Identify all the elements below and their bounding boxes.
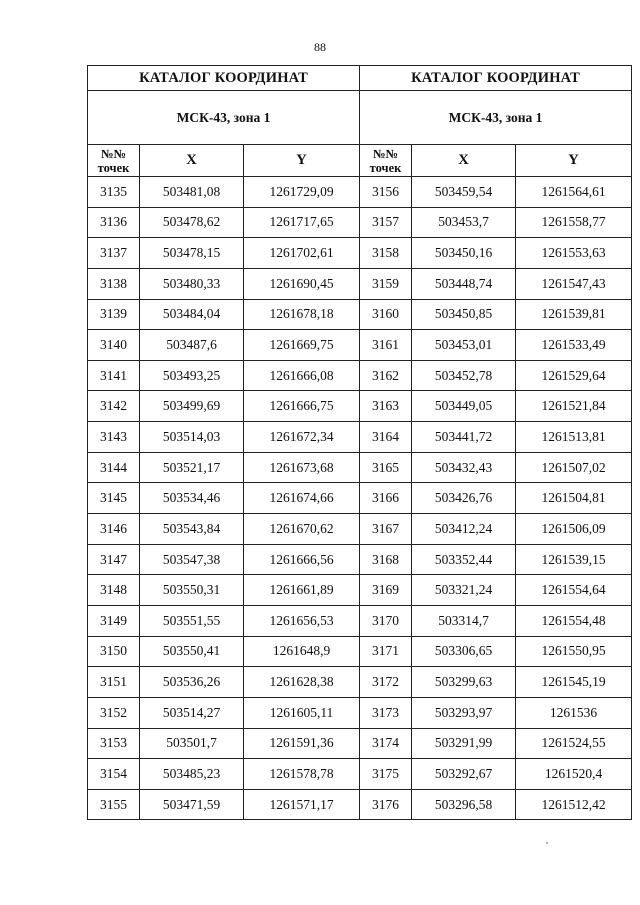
- point-number-cell: 3167: [360, 514, 412, 545]
- x-column-header: X: [412, 145, 516, 177]
- point-number-cell: 3162: [360, 360, 412, 391]
- point-number-cell: 3176: [360, 789, 412, 820]
- x-coordinate-cell: 503534,46: [140, 483, 244, 514]
- table-row: [88, 636, 360, 667]
- table-row: [360, 514, 632, 545]
- table-row: [360, 605, 632, 636]
- y-coordinate-cell: 1261553,63: [516, 238, 632, 269]
- y-coordinate-cell: 1261591,36: [244, 728, 360, 759]
- table-row: [360, 177, 632, 208]
- point-number-cell: 3164: [360, 422, 412, 453]
- y-coordinate-cell: 1261504,81: [516, 483, 632, 514]
- x-coordinate-cell: 503480,33: [140, 268, 244, 299]
- point-number-cell: 3155: [88, 789, 140, 820]
- table-row: [88, 452, 360, 483]
- x-coordinate-cell: 503550,41: [140, 636, 244, 667]
- point-number-header: №№ точек: [360, 145, 412, 177]
- point-number-cell: 3142: [88, 391, 140, 422]
- table-row: [360, 422, 632, 453]
- x-coordinate-cell: 503484,04: [140, 299, 244, 330]
- table-row: [88, 238, 360, 269]
- table-row: [88, 667, 360, 698]
- point-number-cell: 3148: [88, 575, 140, 606]
- table-row: [360, 299, 632, 330]
- y-column-header: Y: [516, 145, 632, 177]
- table-row: [360, 759, 632, 790]
- x-coordinate-cell: 503321,24: [412, 575, 516, 606]
- point-number-cell: 3153: [88, 728, 140, 759]
- x-coordinate-cell: 503306,65: [412, 636, 516, 667]
- y-coordinate-cell: 1261539,81: [516, 299, 632, 330]
- y-coordinate-cell: 1261547,43: [516, 268, 632, 299]
- table-row: [88, 391, 360, 422]
- x-coordinate-cell: 503450,16: [412, 238, 516, 269]
- x-column-header: X: [140, 145, 244, 177]
- point-number-cell: 3140: [88, 330, 140, 361]
- table-row: [88, 177, 360, 208]
- table-row: [88, 299, 360, 330]
- x-coordinate-cell: 503452,78: [412, 360, 516, 391]
- y-coordinate-cell: 1261506,09: [516, 514, 632, 545]
- y-column-header: Y: [244, 145, 360, 177]
- point-number-cell: 3158: [360, 238, 412, 269]
- y-coordinate-cell: 1261513,81: [516, 422, 632, 453]
- x-coordinate-cell: 503551,55: [140, 605, 244, 636]
- x-coordinate-cell: 503448,74: [412, 268, 516, 299]
- x-coordinate-cell: 503501,7: [140, 728, 244, 759]
- x-coordinate-cell: 503291,99: [412, 728, 516, 759]
- scan-speck: [546, 842, 548, 844]
- y-coordinate-cell: 1261717,65: [244, 207, 360, 238]
- y-coordinate-cell: 1261628,38: [244, 667, 360, 698]
- x-coordinate-cell: 503521,17: [140, 452, 244, 483]
- y-coordinate-cell: 1261520,4: [516, 759, 632, 790]
- y-coordinate-cell: 1261578,78: [244, 759, 360, 790]
- point-number-cell: 3144: [88, 452, 140, 483]
- table-row: [88, 605, 360, 636]
- table-row: [88, 575, 360, 606]
- point-rows: [360, 177, 632, 820]
- x-coordinate-cell: 503412,24: [412, 514, 516, 545]
- table-row: [360, 207, 632, 238]
- x-coordinate-cell: 503293,97: [412, 697, 516, 728]
- x-coordinate-cell: 503478,15: [140, 238, 244, 269]
- x-coordinate-cell: 503493,25: [140, 360, 244, 391]
- x-coordinate-cell: 503441,72: [412, 422, 516, 453]
- y-coordinate-cell: 1261605,11: [244, 697, 360, 728]
- point-number-cell: 3138: [88, 268, 140, 299]
- point-number-cell: 3165: [360, 452, 412, 483]
- point-number-cell: 3135: [88, 177, 140, 208]
- table-row: [88, 330, 360, 361]
- x-coordinate-cell: 503292,67: [412, 759, 516, 790]
- point-number-cell: 3171: [360, 636, 412, 667]
- table-row: [360, 330, 632, 361]
- y-coordinate-cell: 1261550,95: [516, 636, 632, 667]
- coordinate-system-label: МСК-43, зона 1: [88, 91, 360, 145]
- coordinate-catalog-left: [87, 65, 360, 820]
- y-coordinate-cell: 1261558,77: [516, 207, 632, 238]
- point-number-cell: 3157: [360, 207, 412, 238]
- table-row: [88, 268, 360, 299]
- y-coordinate-cell: 1261554,64: [516, 575, 632, 606]
- y-coordinate-cell: 1261524,55: [516, 728, 632, 759]
- table-row: [360, 667, 632, 698]
- point-number-cell: 3137: [88, 238, 140, 269]
- point-number-cell: 3154: [88, 759, 140, 790]
- point-number-cell: 3175: [360, 759, 412, 790]
- x-coordinate-cell: 503459,54: [412, 177, 516, 208]
- y-coordinate-cell: 1261521,84: [516, 391, 632, 422]
- point-number-cell: 3146: [88, 514, 140, 545]
- table-row: [88, 728, 360, 759]
- x-coordinate-cell: 503352,44: [412, 544, 516, 575]
- table-row: [360, 268, 632, 299]
- point-number-cell: 3150: [88, 636, 140, 667]
- y-coordinate-cell: 1261670,62: [244, 514, 360, 545]
- y-coordinate-cell: 1261672,34: [244, 422, 360, 453]
- y-coordinate-cell: 1261666,75: [244, 391, 360, 422]
- x-coordinate-cell: 503487,6: [140, 330, 244, 361]
- table-row: [360, 575, 632, 606]
- point-rows: [88, 177, 360, 820]
- table-row: [360, 483, 632, 514]
- x-coordinate-cell: 503453,01: [412, 330, 516, 361]
- table-row: [88, 360, 360, 391]
- point-number-cell: 3145: [88, 483, 140, 514]
- table-row: [360, 728, 632, 759]
- point-number-cell: 3161: [360, 330, 412, 361]
- x-coordinate-cell: 503453,7: [412, 207, 516, 238]
- y-coordinate-cell: 1261648,9: [244, 636, 360, 667]
- table-row: [360, 360, 632, 391]
- point-number-cell: 3170: [360, 605, 412, 636]
- table-row: [360, 391, 632, 422]
- point-number-cell: 3136: [88, 207, 140, 238]
- y-coordinate-cell: 1261512,42: [516, 789, 632, 820]
- point-number-cell: 3139: [88, 299, 140, 330]
- point-number-cell: 3156: [360, 177, 412, 208]
- x-coordinate-cell: 503514,27: [140, 697, 244, 728]
- point-number-cell: 3163: [360, 391, 412, 422]
- x-coordinate-cell: 503514,03: [140, 422, 244, 453]
- catalog-title: КАТАЛОГ КООРДИНАТ: [88, 66, 360, 91]
- y-coordinate-cell: 1261666,56: [244, 544, 360, 575]
- y-coordinate-cell: 1261529,64: [516, 360, 632, 391]
- table-row: [88, 514, 360, 545]
- catalog-title: КАТАЛОГ КООРДИНАТ: [360, 66, 632, 91]
- y-coordinate-cell: 1261564,61: [516, 177, 632, 208]
- y-coordinate-cell: 1261539,15: [516, 544, 632, 575]
- table-row: [360, 636, 632, 667]
- point-number-cell: 3159: [360, 268, 412, 299]
- y-coordinate-cell: 1261507,02: [516, 452, 632, 483]
- x-coordinate-cell: 503499,69: [140, 391, 244, 422]
- point-number-cell: 3147: [88, 544, 140, 575]
- x-coordinate-cell: 503547,38: [140, 544, 244, 575]
- coordinate-catalog-right: [359, 65, 632, 820]
- table-row: [360, 452, 632, 483]
- table-row: [88, 544, 360, 575]
- y-coordinate-cell: 1261678,18: [244, 299, 360, 330]
- x-coordinate-cell: 503432,43: [412, 452, 516, 483]
- point-number-cell: 3168: [360, 544, 412, 575]
- table-row: [360, 544, 632, 575]
- x-coordinate-cell: 503536,26: [140, 667, 244, 698]
- y-coordinate-cell: 1261554,48: [516, 605, 632, 636]
- x-coordinate-cell: 503299,63: [412, 667, 516, 698]
- point-number-cell: 3152: [88, 697, 140, 728]
- table-row: [88, 789, 360, 820]
- table-row: [360, 789, 632, 820]
- coordinate-system-label: МСК-43, зона 1: [360, 91, 632, 145]
- y-coordinate-cell: 1261533,49: [516, 330, 632, 361]
- point-number-cell: 3149: [88, 605, 140, 636]
- y-coordinate-cell: 1261673,68: [244, 452, 360, 483]
- x-coordinate-cell: 503481,08: [140, 177, 244, 208]
- point-number-cell: 3174: [360, 728, 412, 759]
- y-coordinate-cell: 1261669,75: [244, 330, 360, 361]
- x-coordinate-cell: 503296,58: [412, 789, 516, 820]
- y-coordinate-cell: 1261674,66: [244, 483, 360, 514]
- y-coordinate-cell: 1261666,08: [244, 360, 360, 391]
- y-coordinate-cell: 1261656,53: [244, 605, 360, 636]
- page-number: 88: [314, 40, 326, 54]
- table-row: [360, 238, 632, 269]
- point-number-cell: 3166: [360, 483, 412, 514]
- y-coordinate-cell: 1261536: [516, 697, 632, 728]
- y-coordinate-cell: 1261729,09: [244, 177, 360, 208]
- table-row: [360, 697, 632, 728]
- point-number-cell: 3141: [88, 360, 140, 391]
- table-row: [88, 697, 360, 728]
- x-coordinate-cell: 503314,7: [412, 605, 516, 636]
- table-row: [88, 207, 360, 238]
- x-coordinate-cell: 503471,59: [140, 789, 244, 820]
- point-number-cell: 3172: [360, 667, 412, 698]
- point-number-cell: 3143: [88, 422, 140, 453]
- x-coordinate-cell: 503550,31: [140, 575, 244, 606]
- point-number-cell: 3169: [360, 575, 412, 606]
- x-coordinate-cell: 503485,23: [140, 759, 244, 790]
- table-row: [88, 422, 360, 453]
- y-coordinate-cell: 1261571,17: [244, 789, 360, 820]
- x-coordinate-cell: 503449,05: [412, 391, 516, 422]
- y-coordinate-cell: 1261661,89: [244, 575, 360, 606]
- x-coordinate-cell: 503543,84: [140, 514, 244, 545]
- y-coordinate-cell: 1261702,61: [244, 238, 360, 269]
- y-coordinate-cell: 1261545,19: [516, 667, 632, 698]
- table-row: [88, 759, 360, 790]
- table-row: [88, 483, 360, 514]
- x-coordinate-cell: 503450,85: [412, 299, 516, 330]
- point-number-cell: 3160: [360, 299, 412, 330]
- y-coordinate-cell: 1261690,45: [244, 268, 360, 299]
- x-coordinate-cell: 503478,62: [140, 207, 244, 238]
- point-number-header: №№ точек: [88, 145, 140, 177]
- point-number-cell: 3173: [360, 697, 412, 728]
- point-number-cell: 3151: [88, 667, 140, 698]
- x-coordinate-cell: 503426,76: [412, 483, 516, 514]
